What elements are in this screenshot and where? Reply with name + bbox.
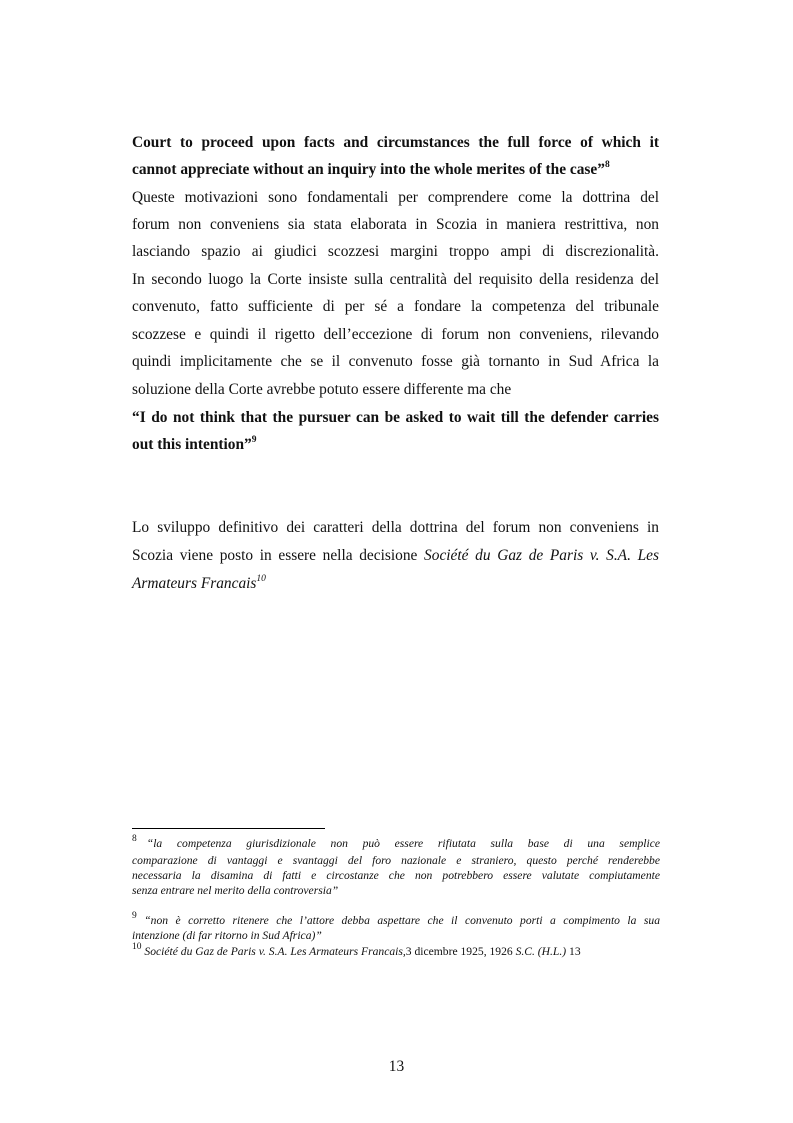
footnote-10 [132, 942, 660, 960]
footnote-ref-10-text: 10 [256, 573, 266, 584]
para3-line-2 [132, 546, 659, 566]
footnote-8-line-4: senza entrare nel merito della controversia” [132, 884, 339, 897]
footnote-10-date: 3 dicembre 1925, 1926 [405, 945, 516, 958]
quote2-line-1: “I do not think that the pursuer can be asked to wait till the defender carries [132, 409, 659, 426]
quote1-line-1: Court to proceed upon facts and circumstances the full force of which it [132, 134, 659, 151]
para1-line-1: Queste motivazioni sono fondamentali per comprendere come la dottrina del [132, 189, 659, 206]
para2-line-3: scozzese e quindi il rigetto dell’eccezione di forum non conveniens, rilevando [132, 326, 659, 343]
para2-line-2: convenuto, fatto sufficiente di per sé a fondare la competenza del tribunale [132, 298, 659, 315]
page-number: 13 [388, 1058, 405, 1075]
footnote-9-line-2: intenzione (di far ritorno in Sud Africa)” [132, 929, 322, 942]
para3-case-name: Société du Gaz de Paris v. S.A. Les [424, 547, 659, 564]
para3-case-name-cont: Armateurs Francais [132, 575, 257, 592]
footnote-9-text-1: “non è corretto ritenere che l’attore debba aspettare che il convenuto porti a compimento la sua [144, 914, 660, 927]
quote1-line-2 [132, 160, 659, 180]
quote2-line-2-text: out this intention” [132, 436, 252, 453]
footnote-10-reporter: S.C. (H.L.) [515, 945, 567, 958]
para3-line-2-plain: Scozia viene posto in essere nella decisione [132, 547, 425, 564]
para1-line-3: lasciando spazio ai giudici scozzesi margini troppo ampi di discrezionalità. [132, 243, 659, 260]
footnote-8-number: 8 [132, 834, 137, 845]
footnote-9-number: 9 [132, 911, 137, 922]
para3-line-3 [132, 574, 659, 594]
footnote-8-line-3: necessaria la disamina di fatti e circostanze che non potrebbero essere valutate compiutamente [132, 869, 660, 882]
para3-line-1: Lo sviluppo definitivo dei caratteri della dottrina del forum non conveniens in [132, 519, 659, 536]
footnote-10-page: 13 [566, 945, 581, 958]
footnote-ref-10 [256, 574, 266, 584]
para1-line-2: forum non conveniens sia stata elaborata in Scozia in maniera restrittiva, non [132, 216, 659, 233]
para2-line-4: quindi implicitamente che se il convenuto fosse già tornanto in Sud Africa la [132, 353, 659, 370]
quote1-line-2-text: cannot appreciate without an inquiry into the whole merites of the case” [132, 161, 605, 178]
quote2-line-2 [132, 435, 659, 455]
footnote-10-number: 10 [132, 942, 142, 953]
footnote-8-line-2: comparazione di vantaggi e svantaggi del foro nazionale e straniero, questo perché renderebbe [132, 854, 660, 867]
para2-line-5: soluzione della Corte avrebbe potuto essere differente ma che [132, 381, 512, 398]
footnote-9-line-1 [132, 911, 660, 929]
footnote-8-line-1 [132, 834, 660, 852]
footnote-8-text-1: “la competenza giurisdizionale non può essere rifiutata sulla base di una semplice [146, 837, 660, 850]
footnote-ref-8: 8 [604, 159, 610, 170]
para2-line-1: In secondo luogo la Corte insiste sulla centralità del requisito della residenza del [132, 271, 659, 288]
footnote-separator [132, 828, 325, 829]
footnote-ref-9: 9 [251, 434, 257, 445]
footnote-10-case: Société du Gaz de Paris v. S.A. Les Armateurs Francais, [144, 945, 406, 958]
